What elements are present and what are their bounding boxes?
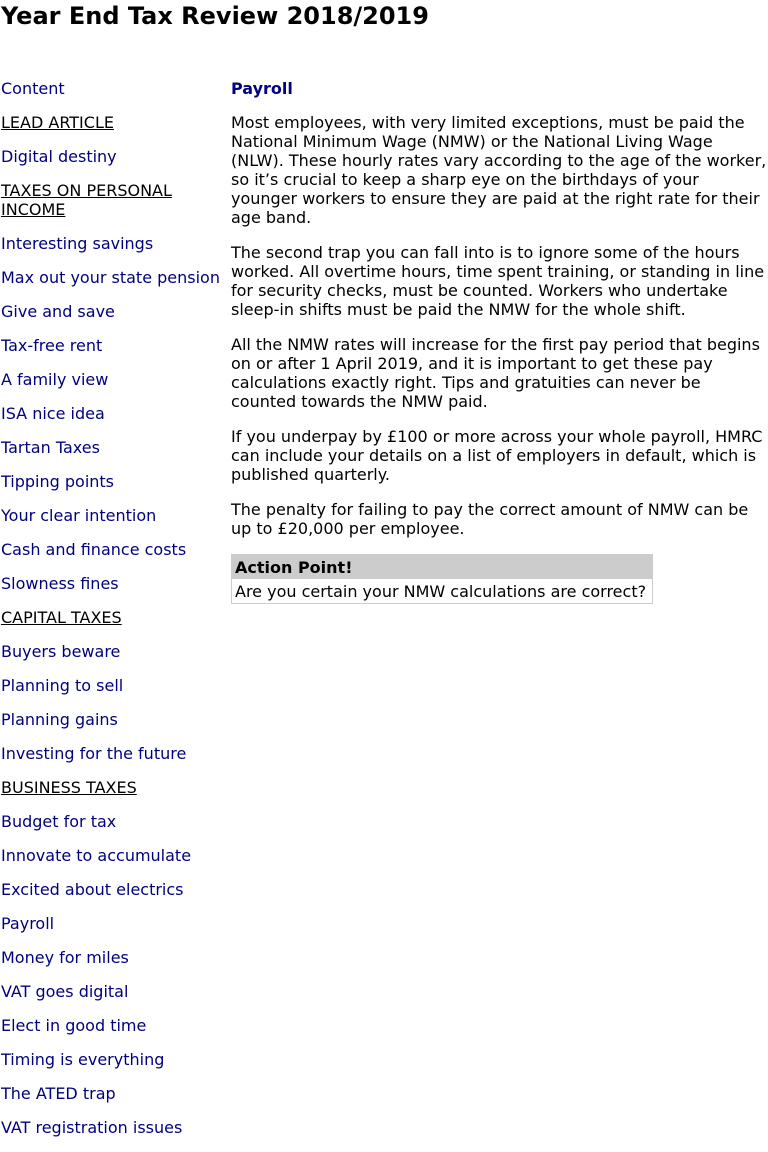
section-heading-capital-taxes xyxy=(1,608,223,627)
sidebar-link[interactable]: Elect in good time xyxy=(1,1016,147,1035)
sidebar-item-elect-in-good-time xyxy=(1,1016,223,1035)
sidebar-item-tartan-taxes xyxy=(1,438,223,457)
sidebar-item-vat-registration-issues xyxy=(1,1118,223,1137)
sidebar-link[interactable]: Budget for tax xyxy=(1,812,117,831)
sidebar-link[interactable]: Investing for the future xyxy=(1,744,187,763)
sidebar-item-a-family-view xyxy=(1,370,223,389)
sidebar-item-money-for-miles xyxy=(1,948,223,967)
sidebar-item-buyers-beware xyxy=(1,642,223,661)
sidebar-link[interactable]: Digital destiny xyxy=(1,147,117,166)
sidebar-item-tax-free-rent xyxy=(1,336,223,355)
sidebar-item-payroll xyxy=(1,914,223,933)
sidebar-link[interactable]: Tipping points xyxy=(1,472,115,491)
sidebar-link[interactable]: Your clear intention xyxy=(1,506,157,525)
sidebar-item-vat-goes-digital xyxy=(1,982,223,1001)
sidebar-link[interactable]: Tax-free rent xyxy=(1,336,103,355)
section-heading: TAXES ON PERSONAL INCOME xyxy=(1,181,172,219)
sidebar-link[interactable]: Tartan Taxes xyxy=(1,438,100,457)
sidebar-item-interesting-savings xyxy=(1,234,223,253)
article xyxy=(231,79,768,604)
action-point-box xyxy=(231,554,653,604)
action-point-header: Action Point! xyxy=(232,555,652,579)
sidebar-link[interactable]: Content xyxy=(1,79,65,98)
sidebar-item-timing-is-everything xyxy=(1,1050,223,1069)
sidebar-item-give-and-save xyxy=(1,302,223,321)
section-heading-business-taxes xyxy=(1,778,223,797)
action-point-text: Are you certain your NMW calculations are correct? xyxy=(235,582,647,601)
sidebar-link[interactable]: Slowness fines xyxy=(1,574,119,593)
sidebar-link[interactable]: Payroll xyxy=(1,914,55,933)
sidebar-link[interactable]: Give and save xyxy=(1,302,115,321)
page-title: Year End Tax Review 2018/2019 xyxy=(1,2,429,30)
article-paragraph: Most employees, with very limited exceptions, must be paid the National Minimum Wage (NMW) or the National Living Wage (NLW). These hourly rates vary according to the age of the worker, so it’s crucial to keep a sharp eye on the birthdays of your younger workers to ensure they are paid at the right rate for their age band. xyxy=(231,113,767,227)
sidebar-item-innovate-to-accumulate xyxy=(1,846,223,865)
sidebar-item-tipping-points xyxy=(1,472,223,491)
sidebar-item-slowness-fines xyxy=(1,574,223,593)
sidebar-item-the-ated-trap xyxy=(1,1084,223,1103)
sidebar-link[interactable]: VAT goes digital xyxy=(1,982,129,1001)
sidebar-link[interactable]: ISA nice idea xyxy=(1,404,105,423)
sidebar-link[interactable]: Planning gains xyxy=(1,710,118,729)
sidebar-item-isa-nice-idea xyxy=(1,404,223,423)
section-heading-lead-article xyxy=(1,113,223,132)
section-heading: BUSINESS TAXES xyxy=(1,778,137,797)
sidebar-link[interactable]: Max out your state pension xyxy=(1,268,220,287)
sidebar-item-budget-for-tax xyxy=(1,812,223,831)
article-paragraph: The penalty for failing to pay the correct amount of NMW can be up to £20,000 per employee. xyxy=(231,500,749,538)
article-paragraph: If you underpay by £100 or more across your whole payroll, HMRC can include your details on a list of employers in default, which is published quarterly. xyxy=(231,427,763,484)
section-heading: LEAD ARTICLE xyxy=(1,113,114,132)
sidebar-item-planning-to-sell xyxy=(1,676,223,695)
sidebar-link[interactable]: Cash and finance costs xyxy=(1,540,187,559)
sidebar-link[interactable]: Interesting savings xyxy=(1,234,154,253)
sidebar-link[interactable]: Excited about electrics xyxy=(1,880,184,899)
article-paragraph: The second trap you can fall into is to ignore some of the hours worked. All overtime hours, time spent training, or standing in line for security checks, must be counted. Workers who undertake sleep-in shifts must be paid the NMW for the whole shift. xyxy=(231,243,765,319)
sidebar-link[interactable]: Innovate to accumulate xyxy=(1,846,192,865)
sidebar-item-content xyxy=(1,79,223,98)
section-heading-taxes-on-personal-income xyxy=(1,181,223,219)
sidebar-item-planning-gains xyxy=(1,710,223,729)
sidebar-nav xyxy=(1,79,223,1152)
sidebar-link[interactable]: Buyers beware xyxy=(1,642,121,661)
article-paragraph: All the NMW rates will increase for the first pay period that begins on or after 1 April 2019, and it is important to get these pay calculations exactly right. Tips and gratuities can never be counted towards the NMW paid. xyxy=(231,335,760,411)
sidebar-link[interactable]: Money for miles xyxy=(1,948,129,967)
sidebar-item-your-clear-intention xyxy=(1,506,223,525)
sidebar-link[interactable]: A family view xyxy=(1,370,109,389)
sidebar-item-investing-for-the-future xyxy=(1,744,223,763)
sidebar-link[interactable]: Timing is everything xyxy=(1,1050,165,1069)
sidebar-item-max-out-state-pension xyxy=(1,268,223,287)
sidebar-link[interactable]: The ATED trap xyxy=(1,1084,116,1103)
sidebar-item-excited-about-electrics xyxy=(1,880,223,899)
article-title: Payroll xyxy=(231,79,293,98)
sidebar-item-cash-and-finance-costs xyxy=(1,540,223,559)
sidebar-link[interactable]: VAT registration issues xyxy=(1,1118,183,1137)
sidebar-link[interactable]: Planning to sell xyxy=(1,676,124,695)
sidebar-item-digital-destiny xyxy=(1,147,223,166)
section-heading: CAPITAL TAXES xyxy=(1,608,122,627)
